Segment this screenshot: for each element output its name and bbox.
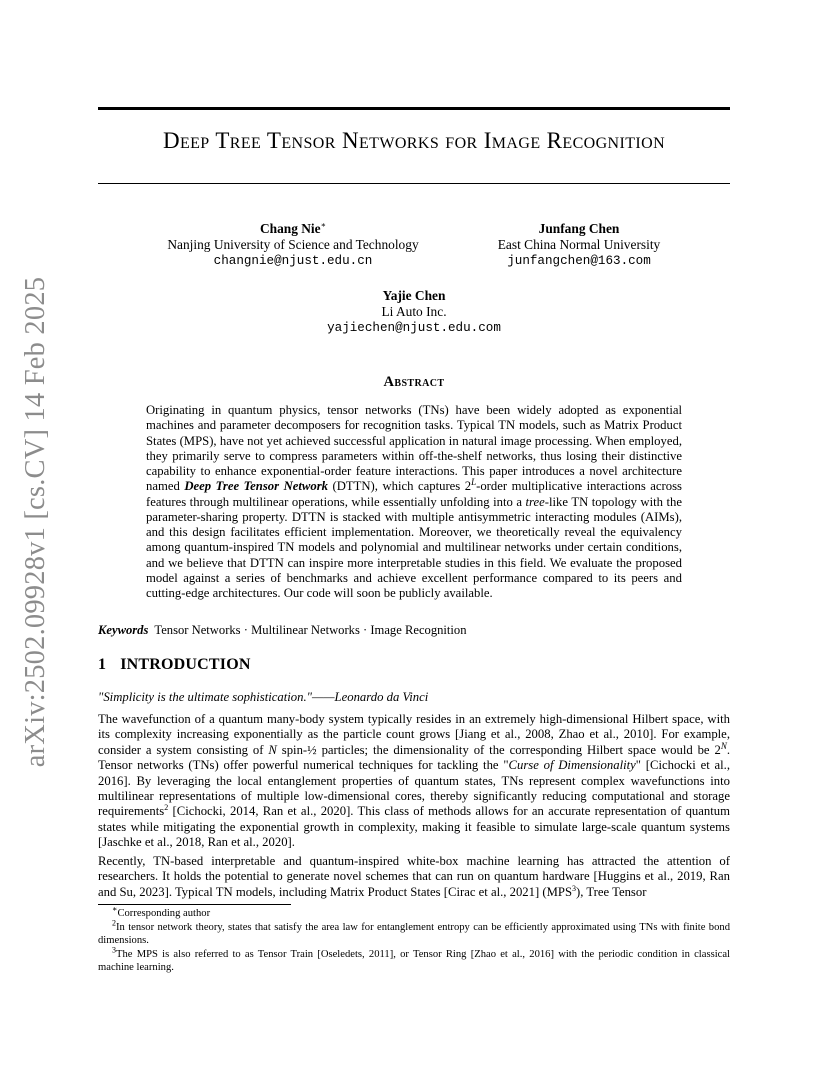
arxiv-identifier: arXiv:2502.09928v1 [cs.CV] 14 Feb 2025 <box>20 276 51 768</box>
author-name: Junfang Chen <box>538 221 620 236</box>
footnote-ref[interactable]: 3 <box>572 883 577 893</box>
section-number: 1 <box>98 656 107 673</box>
author-affiliation: East China Normal University <box>497 237 661 252</box>
author-footnote-mark: ∗ <box>320 220 327 230</box>
abstract-text: Originating in quantum physics, tensor networks (TNs) have been widely adopted as exponential machines and parameter decomposers for recognition tasks. Typical TN models, such as Matrix Product States (MPS), have not yet achieved successful application in natural image processing. When employed, they primarily serve to compress parameters within off-the-shelf networks, thus losing their distinctive capability to enhance exponential-order feature interactions. This paper introduces a novel architecture named Deep Tree Tensor Network (DTTN), which captures $2^L$-order multiplicative interactions across features through multilinear operations, while essentially unfolding into a tree-like TN topology with the parameter-sharing property. DTTN is stacked with multiple antisymmetric interacting modules (AIMs), and this design facilitates efficient implementation. Moreover, we theoretically reveal the equivalency among quantum-inspired TN models and polynomial and multilinear networks under certain conditions, and we believe that DTTN can inspire more interpretable studies in this field. We evaluate the proposed model against a series of benchmarks and achieve excellent performance compared to its peers and cutting-edge architectures. Our code will soon be publicly available. <box>146 403 682 600</box>
author-email[interactable]: junfangchen@163.com <box>507 254 651 268</box>
intro-paragraph: The wavefunction of a quantum many-body system typically resides in an extremely high-dimensional Hilbert space, with its complexity increasing exponentially as the particle count grows [Jiang et al., 2008, Zhao et al., 2010]. For example, consider a system consisting of N spin-½ particles; the dimensionality of the corresponding Hilbert space would be $2^N$. Tensor networks (TNs) offer powerful numerical techniques for tackling the "Curse of Dimensionality" [Cichocki et al., 2016]. By leveraging the local entanglement properties of quantum states, TNs represent complex wavefunctions into multilinear representations of multiple low-dimensional cores, thereby significantly reducing computational and storage requirements$^2$ [Cichocki, 2014, Ran et al., 2020]. This class of methods allows for an accurate representation of quantum states while mitigating the exponential growth in complexity, making it feasible to simulate large-scale quantum systems [Jaschke et al., 2018, Ran et al., 2020]. <box>98 712 731 850</box>
title-bottom-rule <box>98 183 730 184</box>
author-block <box>300 288 528 336</box>
author-name: Chang Nie <box>259 221 321 236</box>
author-affiliation: Li Auto Inc. <box>381 304 447 319</box>
footnote-ref[interactable]: 2 <box>164 803 169 813</box>
author-affiliation: Nanjing University of Science and Technology <box>167 237 419 252</box>
footnote-rule <box>98 904 291 905</box>
footnote: $^2$In tensor network theory, states that satisfy the area law for entanglement entropy can be efficiently approximated using TNs with finite bond dimensions. <box>98 918 730 947</box>
footnote: $^3$The MPS is also referred to as Tensor Train [Oseledets, 2011], or Tensor Ring [Zhao et al., 2016] with the periodic condition in classical machine learning. <box>98 945 730 974</box>
footnote: ∗Corresponding author <box>112 904 211 919</box>
intro-paragraph: Recently, TN-based interpretable and quantum-inspired white-box machine learning has attracted the attention of researchers. It holds the potential to generate novel schemes that can run on quantum hardware [Huggins et al., 2019, Ran and Su, 2023]. Typical TN models, including Matrix Product States [Cirac et al., 2021] (MPS$^3$), Tree Tensor <box>98 854 730 899</box>
keywords-label: Keywords <box>98 623 149 637</box>
keywords-list: Tensor Networks · Multilinear Networks · Image Recognition <box>154 623 467 637</box>
footnotes <box>98 904 730 975</box>
section-title: INTRODUCTION <box>120 656 251 673</box>
exponent: L <box>471 477 477 488</box>
author-name: Yajie Chen <box>382 288 446 303</box>
epigraph-quote: "Simplicity is the ultimate sophistication."——Leonardo da Vinci <box>98 690 429 704</box>
abstract-heading: Abstract <box>383 374 445 390</box>
model-name: Deep Tree Tensor Network <box>184 479 328 494</box>
author-block <box>160 221 426 269</box>
title-top-rule <box>98 107 730 110</box>
paper-title: Deep Tree Tensor Networks for Image Recognition <box>162 128 666 153</box>
author-email[interactable]: changnie@njust.edu.cn <box>213 254 373 268</box>
keywords-line <box>98 623 467 638</box>
author-block <box>478 221 680 269</box>
section-heading <box>98 656 251 674</box>
author-email[interactable]: yajiechen@njust.edu.com <box>327 321 501 335</box>
